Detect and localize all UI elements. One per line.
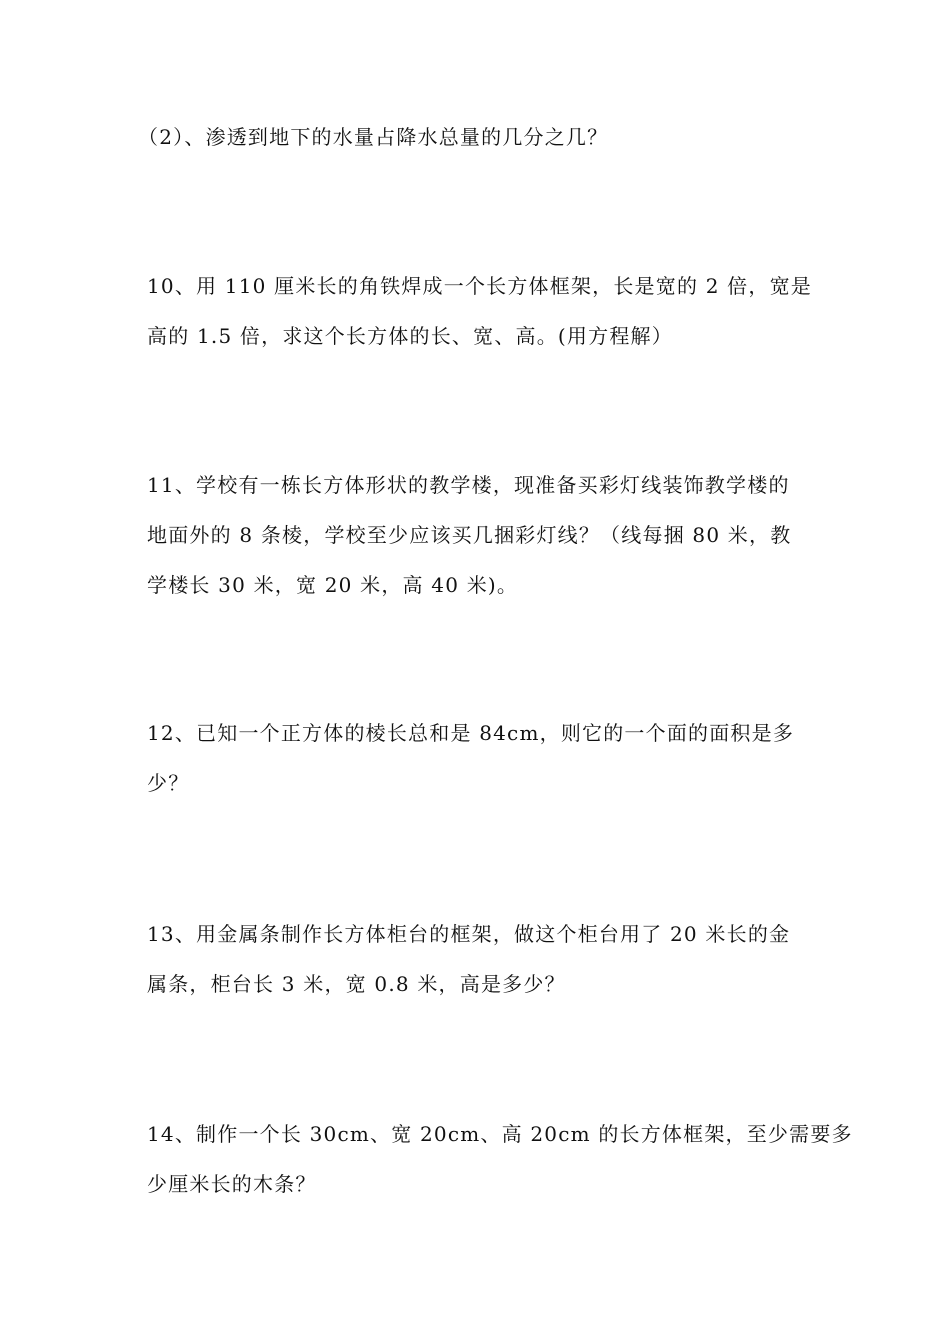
- question-line: 11、学校有一栋长方体形状的教学楼，现准备买彩灯线装饰教学楼的: [147, 473, 790, 497]
- question-10: [147, 261, 812, 361]
- question-2-part-2: [138, 112, 803, 162]
- question-12: [147, 708, 812, 808]
- question-line: 少厘米长的木条？: [147, 1172, 317, 1196]
- question-13: [147, 909, 812, 1009]
- question-line: 14、制作一个长 30cm、宽 20cm、高 20cm 的长方体框架，至少需要多: [147, 1122, 853, 1146]
- question-14: [147, 1109, 853, 1209]
- question-line: 13、用金属条制作长方体柜台的框架，做这个柜台用了 20 米长的金: [147, 922, 791, 946]
- question-line: 学楼长 30 米，宽 20 米，高 40 米)。: [147, 573, 519, 597]
- question-line: 高的 1.5 倍，求这个长方体的长、宽、高。(用方程解）: [147, 324, 673, 348]
- question-line: 10、用 110 厘米长的角铁焊成一个长方体框架，长是宽的 2 倍，宽是: [147, 274, 812, 298]
- question-line: 少？: [147, 771, 190, 795]
- question-line: 属条，柜台长 3 米，宽 0.8 米，高是多少？: [147, 972, 566, 996]
- question-11: [147, 460, 812, 610]
- question-line: 地面外的 8 条棱，学校至少应该买几捆彩灯线？（线每捆 80 米，教: [147, 523, 792, 547]
- question-line: （2）、渗透到地下的水量占降水总量的几分之几？: [138, 125, 609, 149]
- question-line: 12、已知一个正方体的棱长总和是 84cm，则它的一个面的面积是多: [147, 721, 795, 745]
